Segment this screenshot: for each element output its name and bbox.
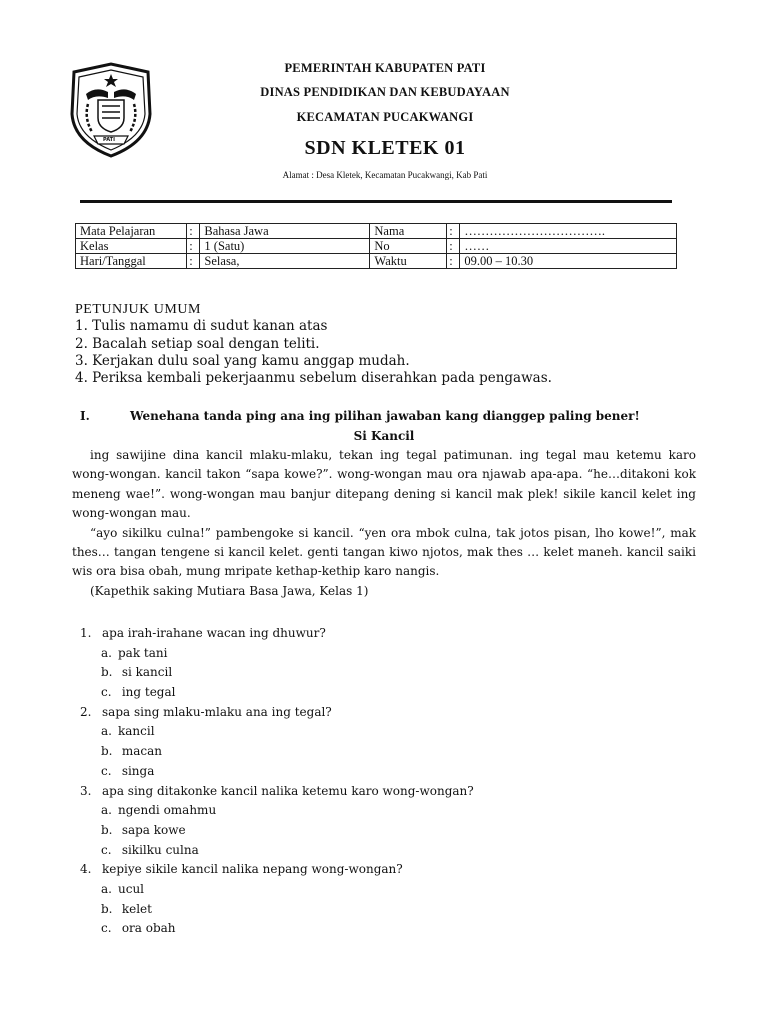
colon: : — [187, 254, 200, 269]
answer-option[interactable] — [80, 821, 680, 841]
option-letter: b. — [101, 901, 113, 916]
answer-option[interactable] — [80, 644, 680, 664]
question-item — [80, 624, 680, 703]
passage-paragraph: ing sawijine dina kancil mlaku-mlaku, tekan ing tegal patimunan. ing tegal mau ketemu karo wong-wongan. kancil takon “sapa kowe?”. wong-wongan mau ora njawab apa-apa. “he…ditakoni kok meneng wae!”. wong-wongan mau banjur ditepang dening si kancil mak plek! sikile kancil kelet ing wong-wongan mau. — [72, 448, 696, 521]
colon: : — [447, 224, 460, 239]
answer-option[interactable] — [80, 683, 680, 703]
option-text: singa — [118, 763, 155, 778]
question-number: 3. — [80, 783, 92, 798]
question-text: sapa sing mlaku-mlaku ana ing tegal? — [102, 704, 332, 719]
number-label: No — [370, 239, 447, 254]
colon: : — [187, 224, 200, 239]
option-letter: a. — [101, 645, 112, 660]
reading-passage — [72, 446, 696, 582]
option-letter: a. — [101, 803, 112, 818]
option-letter: c. — [101, 842, 112, 857]
question-text: apa irah-irahane wacan ing dhuwur? — [102, 626, 326, 640]
section-instruction: Wenehana tanda ping ana ing pilihan jawaban kang dianggep paling bener! — [130, 409, 640, 423]
option-text: si kancil — [118, 665, 173, 680]
number-field[interactable]: …… — [460, 239, 677, 254]
subject-value: Bahasa Jawa — [200, 224, 370, 239]
instruction-item: 3. Kerjakan dulu soal yang kamu anggap mudah. — [75, 352, 410, 369]
question-number: 2. — [80, 704, 92, 719]
option-text: macan — [118, 744, 162, 759]
answer-option[interactable] — [80, 900, 680, 920]
colon: : — [447, 239, 460, 254]
option-letter: a. — [101, 724, 112, 739]
school-address: Alamat : Desa Kletek, Kecamatan Pucakwangi, Kab Pati — [282, 170, 488, 180]
option-text: ing tegal — [118, 685, 176, 700]
answer-option[interactable] — [80, 722, 680, 742]
colon: : — [187, 239, 200, 254]
option-text: ora obah — [118, 921, 176, 936]
section-number: I. — [80, 409, 90, 423]
passage-paragraph: “ayo sikilku culna!” pambengoke si kancil. “yen ora mbok culna, tak jotos pisan, lho kowe!”, mak thes… tangan tengene si kancil kelet. genti tangan kiwo njotos, mak thes … kelet maneh. kancil saiki wis ora bisa obah, mung mripate kethap-kethip karo nangis. — [72, 525, 696, 579]
story-title: Si Kancil — [353, 429, 415, 443]
instruction-item: 4. Periksa kembali pekerjaanmu sebelum diserahkan pada pengawas. — [75, 370, 552, 387]
answer-option[interactable] — [80, 742, 680, 762]
class-value: 1 (Satu) — [200, 239, 370, 254]
question-text: apa sing ditakonke kancil nalika ketemu karo wong-wongan? — [102, 783, 474, 798]
question-number: 1. — [80, 626, 92, 640]
option-letter: c. — [101, 921, 112, 936]
answer-option[interactable] — [80, 663, 680, 683]
header-district: KECAMATAN PUCAKWANGI — [296, 110, 474, 124]
table-row — [76, 224, 677, 239]
date-value: Selasa, — [200, 254, 370, 269]
header-department: DINAS PENDIDIKAN DAN KEBUDAYAAN — [260, 85, 510, 99]
option-letter: b. — [101, 822, 113, 837]
answer-option[interactable] — [80, 762, 680, 782]
question-number: 4. — [80, 862, 92, 877]
option-letter: c. — [101, 763, 112, 778]
option-text: kancil — [118, 724, 155, 739]
time-label: Waktu — [370, 254, 447, 269]
header-divider — [80, 200, 672, 203]
class-label: Kelas — [76, 239, 187, 254]
option-text: sapa kowe — [118, 822, 186, 837]
answer-option[interactable] — [80, 880, 680, 900]
answer-option[interactable] — [80, 919, 680, 939]
option-letter: b. — [101, 744, 113, 759]
question-text: kepiye sikile kancil nalika nepang wong-wongan? — [102, 862, 403, 877]
colon: : — [447, 254, 460, 269]
question-item — [80, 703, 680, 782]
emblem-ribbon-text: PATI — [103, 137, 115, 143]
answer-option[interactable] — [80, 801, 680, 821]
time-value: 09.00 – 10.30 — [460, 254, 677, 269]
option-text: sikilku culna — [118, 842, 199, 857]
option-text: ngendi omahmu — [118, 803, 217, 818]
general-instructions — [75, 301, 552, 387]
header-government: PEMERINTAH KABUPATEN PATI — [284, 61, 486, 75]
exam-info-table — [75, 223, 677, 269]
pati-regency-emblem-icon — [66, 62, 156, 158]
table-row — [76, 254, 677, 269]
instructions-title: PETUNJUK UMUM — [75, 302, 201, 317]
passage-source: (Kapethik saking Mutiara Basa Jawa, Kelas 1) — [90, 584, 369, 598]
question-item — [80, 782, 680, 861]
school-name: SDN KLETEK 01 — [304, 137, 466, 159]
option-text: kelet — [118, 901, 152, 916]
answer-option[interactable] — [80, 841, 680, 861]
option-letter: a. — [101, 881, 112, 896]
table-row — [76, 239, 677, 254]
name-label: Nama — [370, 224, 447, 239]
subject-label: Mata Pelajaran — [76, 224, 187, 239]
date-label: Hari/Tanggal — [76, 254, 187, 269]
question-list — [80, 624, 680, 939]
name-field[interactable]: ……………………………. — [460, 224, 677, 239]
option-letter: c. — [101, 685, 112, 700]
option-letter: b. — [101, 665, 113, 680]
instruction-item: 1. Tulis namamu di sudut kanan atas — [75, 318, 328, 335]
option-text: ucul — [118, 881, 145, 896]
question-item — [80, 860, 680, 939]
instruction-item: 2. Bacalah setiap soal dengan teliti. — [75, 335, 320, 352]
option-text: pak tani — [118, 645, 168, 660]
